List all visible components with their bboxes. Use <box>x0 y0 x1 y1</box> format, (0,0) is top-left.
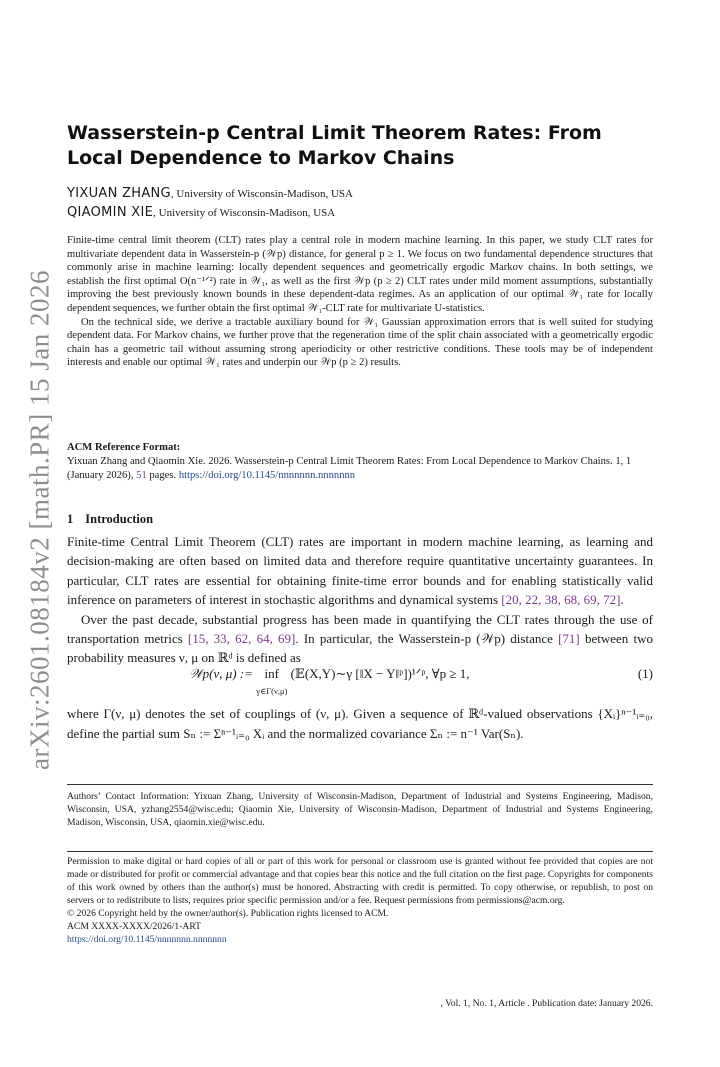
equation-rhs: (𝔼(X,Y)∼γ [‖X − Y‖ᵖ])¹ᐟᵖ, ∀p ≥ 1, <box>287 666 470 681</box>
infimum-operator: inf <box>264 666 279 681</box>
permission-text: Permission to make digital or hard copies of all or part of this work for personal or classroom use is granted without fee provided that copies are not made or distributed for profit or commercial advantage and that copies bear this notice and the full citation on the first page. Copyrights for components of this work owned by others than the author(s) must be honored. Abstracting with credit is permitted. To copy otherwise, or republish, to post on servers or to redistribute to lists, requires prior specific permission and/or a fee. Request permissions from permissions@acm.org. <box>67 856 653 906</box>
equation-1 <box>67 662 653 696</box>
author-affiliation: , University of Wisconsin-Madison, USA <box>153 207 336 219</box>
abstract <box>67 234 653 370</box>
author-2 <box>67 205 335 220</box>
page-count-link[interactable]: 51 <box>136 470 147 481</box>
abstract-paragraph-2: On the technical side, we derive a tractable auxiliary bound for 𝒲₁ Gaussian approximation errors that is well suited for studying dependent data. For Markov chains, we further prove that the regeneration time of the split chain associated with a geometrically ergodic chain has a geometric tail without assuming strong aperiodicity or other restrictive conditions. These tools may be of independent interests and enable our optimal 𝒲₁ rates and underpin our 𝒲p (p ≥ 2) results. <box>67 316 653 369</box>
author-affiliation: , University of Wisconsin-Madison, USA <box>170 188 353 200</box>
acm-reference-format <box>67 441 653 483</box>
equation-lhs: 𝒲p(ν, μ) := <box>189 666 257 681</box>
citation-link-group-2[interactable]: [15, 33, 62, 64, 69] <box>187 631 296 647</box>
acm-reference-heading: ACM Reference Format: <box>67 442 181 453</box>
copyright-line: © 2026 Copyright held by the owner/author(s). Publication rights licensed to ACM. <box>67 908 389 919</box>
footnote-divider <box>67 784 653 785</box>
citation-link-group-1[interactable]: [20, 22, 38, 68, 69, 72] <box>501 592 621 608</box>
paragraph-after-equation: where Γ(ν, μ) denotes the set of couplings of (ν, μ). Given a sequence of ℝᵈ-valued observations {Xᵢ}ⁿ⁻¹ᵢ₌₀, define the partial sum Sₙ := Σⁿ⁻¹ᵢ₌₀ Xᵢ and the normalized covariance Σₙ := n⁻¹ Var(Sₙ). <box>67 706 653 741</box>
equation-expression <box>189 666 470 698</box>
introduction-body <box>67 532 653 668</box>
section-number: 1 <box>67 512 74 526</box>
infimum-subscript: γ∈Γ(ν,μ) <box>256 686 288 696</box>
equation-infimum <box>256 666 287 698</box>
intro-paragraph-2-text-c: between two probability measures ν, μ on ℝᵈ is defined as <box>67 631 653 666</box>
permission-divider <box>67 851 653 852</box>
intro-paragraph-2-text-b: . In particular, the Wasserstein-p (𝒲p) distance <box>295 631 559 647</box>
author-1 <box>67 186 353 201</box>
page-footer: , Vol. 1, No. 1, Article . Publication date: January 2026. <box>440 998 653 1009</box>
intro-paragraph-1-text: Finite-time Central Limit Theorem (CLT) rates are important in modern machine learning, as learning and decision-making are often based on limited data and therefore require quantitative uncertainty guarantees. In particular, CLT rates are essential for obtaining finite-time error bounds and for enabling statistically valid inference on parameters of interest in stochastic algorithms and dynamical systems <box>67 534 653 608</box>
author-name: QIAOMIN XIE <box>67 205 154 220</box>
citation-link-71[interactable]: [71] <box>558 631 580 647</box>
acm-reference-pages-suffix: pages. <box>146 470 179 481</box>
acm-reference-text: Yixuan Zhang and Qiaomin Xie. 2026. Wasserstein-p Central Limit Theorem Rates: From Local Dependence to Markov Chains. 1, 1 (January 2026), <box>67 456 632 481</box>
intro-paragraph-2-text-a: Over the past decade, substantial progress has been made in quantifying the CLT rates through the use of transportation metrics <box>67 611 653 647</box>
section-heading-introduction <box>67 512 153 527</box>
permission-notice <box>67 855 653 946</box>
authors-contact-information: Authors’ Contact Information: Yixuan Zhang, University of Wisconsin-Madison, Department of Industrial and Systems Engineering, Madison, Wisconsin, USA, yzhang2554@wisc.edu; Qiaomin Xie, University of Wisconsin-Madison, Department of Industrial and Systems Engineering, Madison, Wisconsin, USA, qiaomin.xie@wisc.edu. <box>67 791 653 828</box>
intro-paragraph-2 <box>67 610 653 668</box>
abstract-paragraph-1: Finite-time central limit theorem (CLT) rates play a central role in modern machine learning. In this paper, we study CLT rates for multivariate dependent data in Wasserstein-p (𝒲p) distance, for general p ≥ 1. We focus on two fundamental dependence structures that commonly arise in machine learning: locally dependent sequences and geometrically ergodic Markov chains. In both settings, we establish the first optimal O(n⁻¹ᐟ²) rate in 𝒲₁, as well as the first 𝒲p (p ≥ 2) CLT rates under mild moment assumptions, substantially improving the best previously known bounds in these dependent-data regimes. As an application of our optimal 𝒲₁ rate for locally dependent sequences, we further obtain the first optimal 𝒲₁-CLT rate for multivariate U-statistics. <box>67 235 653 314</box>
doi-link[interactable]: https://doi.org/10.1145/nnnnnnn.nnnnnnn <box>67 934 227 945</box>
equation-number: (1) <box>637 666 653 681</box>
paper-title: Wasserstein-p Central Limit Theorem Rates: From Local Dependence to Markov Chains <box>67 122 602 169</box>
intro-paragraph-1: Finite-time Central Limit Theorem (CLT) rates are important in modern machine learning, as learning and decision-making are often based on limited data and therefore require quantitative uncertainty guarantees. In particular, CLT rates are essential for obtaining finite-time error bounds and for enabling statistically valid inference on parameters of interest in stochastic algorithms and dynamical systems [20, 22, 38, 68, 69, 72]. <box>67 534 653 608</box>
acm-number: ACM XXXX-XXXX/2026/1-ART <box>67 921 201 932</box>
arxiv-identifier: arXiv:2601.08184v2 [math.PR] 15 Jan 2026 <box>24 270 55 770</box>
acm-reference-body <box>67 455 653 483</box>
author-name: YIXUAN ZHANG <box>67 186 171 201</box>
section-title: Introduction <box>85 512 154 526</box>
acm-reference-doi-link[interactable]: https://doi.org/10.1145/nnnnnnn.nnnnnnn <box>178 470 356 481</box>
